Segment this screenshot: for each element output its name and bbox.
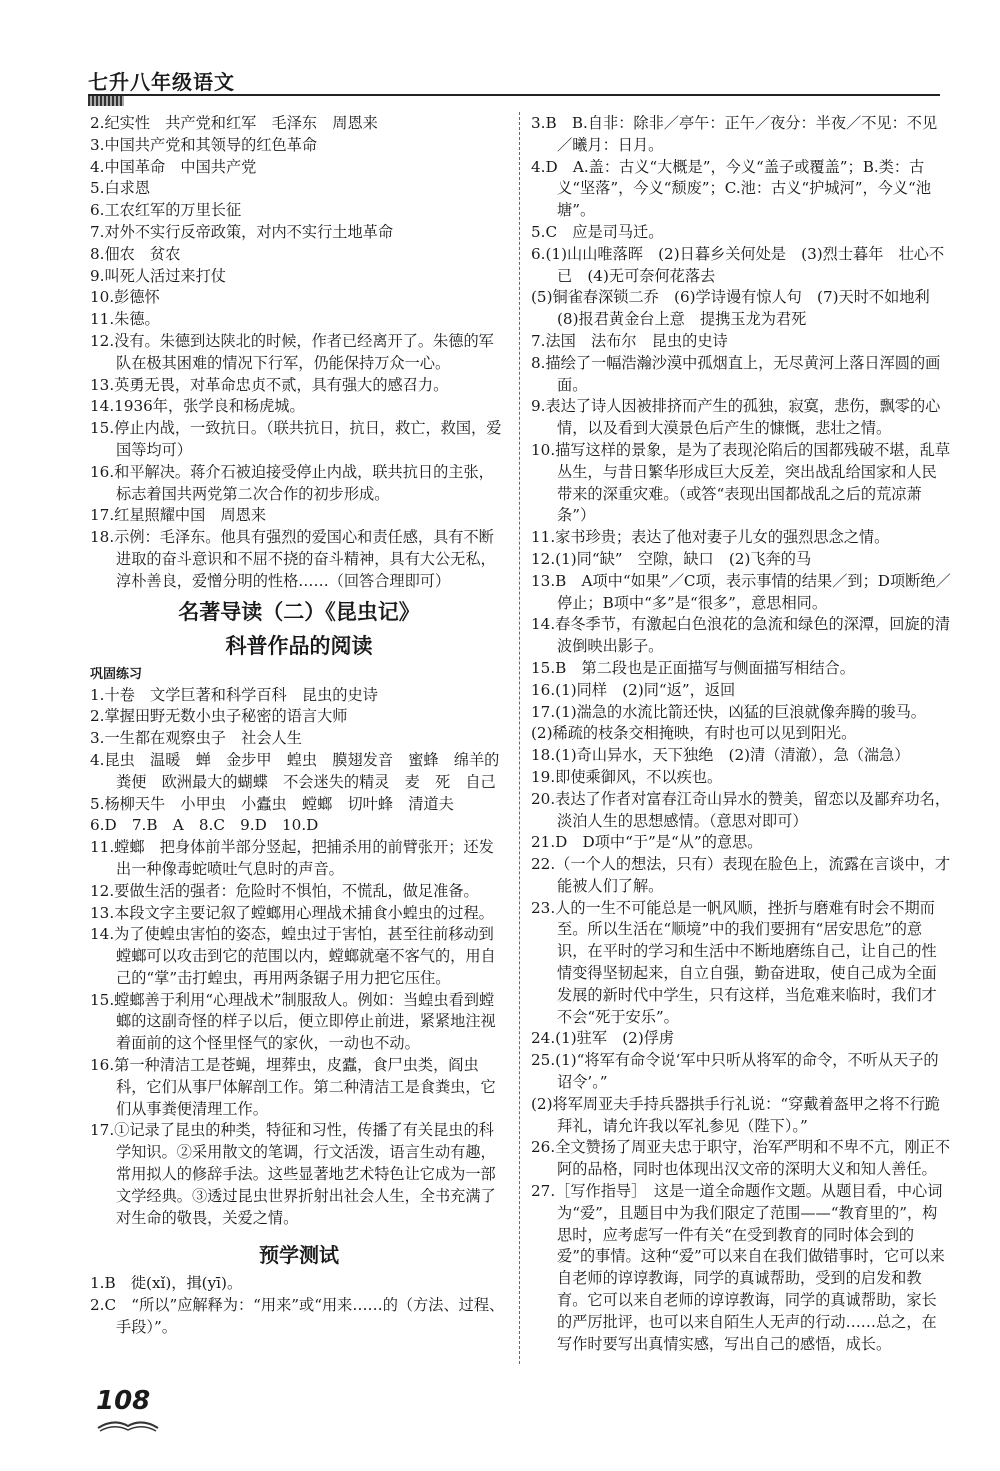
- answer-item: 3.一生都在观察虫子 社会人生: [90, 729, 302, 748]
- answer-item: 16.(1)同样 (2)同“返”，返回: [531, 680, 736, 699]
- answer-item: 5.白求恩: [90, 179, 151, 198]
- answer-item: 3.中国共产党和其领导的红色革命: [90, 135, 318, 154]
- answer-item: 12.没有。朱德到达陕北的时候，作者已经离开了。朱德的军队在极其困难的情况下行军，仍能保持万众一心。: [90, 331, 494, 372]
- answer-item: 13.B A项中“如果”／C项，表示事情的结果／到；D项断绝／停止；B项中“多”是“很多”，意思相同。: [531, 571, 951, 612]
- page-number: 108: [96, 1386, 151, 1416]
- answer-item: 9.表达了诗人因被排挤而产生的孤独，寂寞，悲伤，飘零的心情，以及看到大漠景色后产生的慷慨，悲壮之情。: [531, 397, 941, 438]
- answer-list-c: [90, 1273, 508, 1338]
- answer-item: 7.对外不实行反帝政策，对内不实行土地革命: [90, 222, 394, 241]
- section-subtitle: 科普作品的阅读: [225, 633, 373, 658]
- answer-item: 8.佃农 贫农: [90, 244, 181, 263]
- answer-item: 14.为了使蝗虫害怕的姿态，蝗虫过于害怕，甚至往前移动到螳螂可以攻击到它的范围以内，螳螂就毫不客气的，用自己的“掌”击打蝗虫，再用两条锯子用力把它压住。: [90, 925, 496, 987]
- answer-item: 6.D 7.B A 8.C 9.D 10.D: [90, 816, 319, 835]
- answer-item: 1.十卷 文学巨著和科学百科 昆虫的史诗: [90, 685, 378, 704]
- answer-item: (2)稀疏的枝条交相掩映，有时也可以见到阳光。: [531, 724, 857, 743]
- answer-item: 19.即使乘御风，不以疾也。: [531, 767, 723, 786]
- answer-item: 12.(1)同“缺” 空隙，缺口 (2)飞奔的马: [531, 549, 812, 568]
- answer-list-b: [90, 685, 508, 1230]
- header-rule: [88, 94, 940, 96]
- answer-item: 3.B B.自非：除非／亭午：正午／夜分：半夜／不见：不见／曦月：日月。: [531, 114, 938, 154]
- answer-item: 11.朱德。: [90, 310, 160, 329]
- page-header: [88, 66, 940, 96]
- right-column: [531, 113, 951, 1355]
- answer-item: 14.1936年，张学良和杨虎城。: [90, 397, 305, 416]
- answer-item: 15.B 第二段也是正面描写与侧面描写相结合。: [531, 658, 855, 677]
- answer-item: 9.叫死人活过来打仗: [90, 266, 226, 285]
- answer-item: 20.表达了作者对富春江奇山异水的赞美，留恋以及鄙弃功名，淡泊人生的思想感情。（意思对即可）: [531, 789, 951, 830]
- answer-item: 17.①记录了昆虫的种类，特征和习性，传播了有关昆虫的科学知识。②采用散文的笔调，行文活泼，语言生动有趣，常用拟人的修辞手法。这些显著地艺术特色让它成为一部文学经典。③透过昆虫世界折射出社会人生，全书充满了对生命的敬畏，关爱之情。: [90, 1121, 496, 1227]
- practice-label: 巩固练习: [90, 666, 143, 682]
- answer-item: 24.(1)驻军 (2)俘虏: [531, 1029, 675, 1048]
- answer-item: 15.停止内战，一致抗日。（联共抗日，抗日，救亡，救国，爱国等均可）: [90, 419, 502, 459]
- section-title: 名著导读（二）《昆虫记》: [178, 599, 420, 624]
- header-decoration: [88, 96, 124, 106]
- answer-item: 4.D A.盖：古义“大概是”，今义“盖子或覆盖”；B.类：古义“坚落”，今义“颓废”；C.池：古义“护城河”，今义“池塘”。: [531, 157, 932, 220]
- answer-item: 8.描绘了一幅浩瀚沙漠中孤烟直上，无尽黄河上落日浑圆的画面。: [531, 353, 941, 394]
- answer-item: 4.中国革命 中国共产党: [90, 157, 257, 176]
- answer-item: 10.描写这样的景象，是为了表现沦陷后的国都残破不堪，乱草丛生，与昔日繁华形成巨大反差，突出战乱给国家和人民带来的深重灾难。（或答“表现出国都战乱之后的荒凉萧条”）: [531, 440, 951, 525]
- answer-item: 17.(1)湍急的水流比箭还快，凶猛的巨浪就像奔腾的骏马。: [531, 702, 926, 721]
- answer-item: 22.（一个人的想法，只有）表现在脸色上，流露在言谈中，才能被人们了解。: [531, 855, 951, 895]
- answer-item: 6.(1)山山唯落晖 (2)日暮乡关何处是 (3)烈士暮年 壮心不已 (4)无可奈何花落去: [531, 244, 945, 285]
- answer-item: 5.C 应是司马迁。: [531, 222, 664, 241]
- answer-item: (2)将军周亚夫手持兵器拱手行礼说：“穿戴着盔甲之将不行跪拜礼，请允许我以军礼参见（陛下）。”: [531, 1094, 940, 1135]
- answer-item: 4.昆虫 温暖 蝉 金步甲 蝗虫 膜翅发音 蜜蜂 绵羊的粪便 欧洲最大的蝴蝶 不会迷失的精灵 麦 死 自己: [90, 750, 500, 791]
- answer-item: 1.B 徙(xǐ)，揖(yī)。: [90, 1274, 243, 1293]
- answer-item: 12.要做生活的强者：危险时不惧怕，不慌乱，做足准备。: [90, 881, 479, 900]
- answer-item: 26.全文赞扬了周亚夫忠于职守，治军严明和不卑不亢，刚正不阿的品格，同时也体现出汉文帝的深明大义和知人善任。: [531, 1138, 951, 1179]
- answer-item: 18.示例：毛泽东。他具有强烈的爱国心和责任感，具有不断进取的奋斗意识和不屈不挠的奋斗精神，具有大公无私，淳朴善良，爱憎分明的性格……（回答合理即可）: [90, 528, 496, 590]
- answer-item: 25.(1)“将军有命令说‘军中只听从将军的命令，不听从天子的诏令’。”: [531, 1051, 939, 1092]
- answer-item: 2.掌握田野无数小虫子秘密的语言大师: [90, 707, 348, 726]
- answer-item: 16.第一种清洁工是苍蝇，埋葬虫，皮蠹，食尸虫类，阎虫科，它们从事尸体解剖工作。第二种清洁工是食粪虫，它们从事粪便清理工作。: [90, 1056, 496, 1118]
- answer-item: 13.本段文字主要记叙了螳螂用心理战术捕食小蝗虫的过程。: [90, 903, 494, 922]
- answer-item: 2.纪实性 共产党和红军 毛泽东 周恩来: [90, 114, 378, 132]
- answer-item: 13.英勇无畏，对革命忠贞不贰，具有强大的感召力。: [90, 375, 449, 394]
- section3-title: 预学测试: [259, 1243, 339, 1268]
- answer-item: 21.D D项中“于”是“从”的意思。: [531, 833, 763, 852]
- header-title: 七升八年级语文: [88, 70, 235, 94]
- left-column: [90, 113, 508, 1339]
- book-icon: [96, 1414, 160, 1432]
- answer-item: 6.工农红军的万里长征: [90, 201, 242, 220]
- column-divider: [519, 112, 520, 1364]
- answer-item: (5)铜雀春深锁二乔 (6)学诗谩有惊人句 (7)天时不如地利 (8)报君黄金台上意 提携玉龙为君死: [531, 288, 945, 329]
- answer-item: 14.春冬季节，有激起白色浪花的急流和绿色的深潭，回旋的清波倒映出影子。: [531, 615, 951, 656]
- answer-item: 10.彭德怀: [90, 288, 160, 307]
- answer-list-a: [90, 113, 508, 593]
- answer-item: 2.C “所以”应解释为：“用来”或“用来……的（方法、过程、手段）”。: [90, 1296, 505, 1337]
- answer-item: 11.螳螂 把身体前半部分竖起，把捕杀用的前臂张开；还发出一种像毒蛇喷吐气息时的声音。: [90, 838, 494, 878]
- answer-item: 5.杨柳天牛 小甲虫 小蠹虫 螳螂 切叶蜂 清道夫: [90, 794, 454, 813]
- answer-item: 11.家书珍贵；表达了他对妻子儿女的强烈思念之情。: [531, 528, 890, 547]
- answer-item: 15.螳螂善于利用“心理战术”制服敌人。例如：当蝗虫看到螳螂的这副奇怪的样子以后，便立即停止前进，紧紧地注视着面前的这个怪里怪气的家伙，一动也不动。: [90, 990, 496, 1053]
- answer-item: 18.(1)奇山异水，天下独绝 (2)清（清澈），急（湍急）: [531, 746, 910, 765]
- answer-item: 17.红星照耀中国 周恩来: [90, 506, 267, 525]
- answer-item: 16.和平解决。蒋介石被迫接受停止内战，联共抗日的主张，标志着国共两党第二次合作的初步形成。: [90, 462, 494, 503]
- answer-list-right: [531, 113, 951, 1355]
- answer-item: 27.［写作指导］ 这是一道全命题作文题。从题目看，中心词为“爱”，且题目中为我们限定了范围——“教育里的”，构思时，应考虑写一件有关“在受到教育的同时体会到的爱”的事情。这种“爱”可以来自在我们做错事时，它可以来自老师的谆谆教诲，同学的真诚帮助，受到的启发和教育。它可以来自老师的谆谆教诲，同学的真诚帮助，家长的严厉批评，也可以来自陌生人无声的行动……总之，在写作时要写出真情实感，写出自己的感悟，成长。: [531, 1182, 945, 1353]
- answer-item: 23.人的一生不可能总是一帆风顺，挫折与磨难有时会不期而至。所以生活在“顺境”中的我们要拥有“居安思危”的意识，在平时的学习和生活中不断地磨练自己，让自己的性情变得坚韧起来，自立自强，勤奋进取，使自己成为全面发展的新时代中学生，只有这样，当危难来临时，我们才不会“死于安乐”。: [531, 898, 937, 1026]
- answer-item: 7.法国 法布尔 昆虫的史诗: [531, 331, 728, 350]
